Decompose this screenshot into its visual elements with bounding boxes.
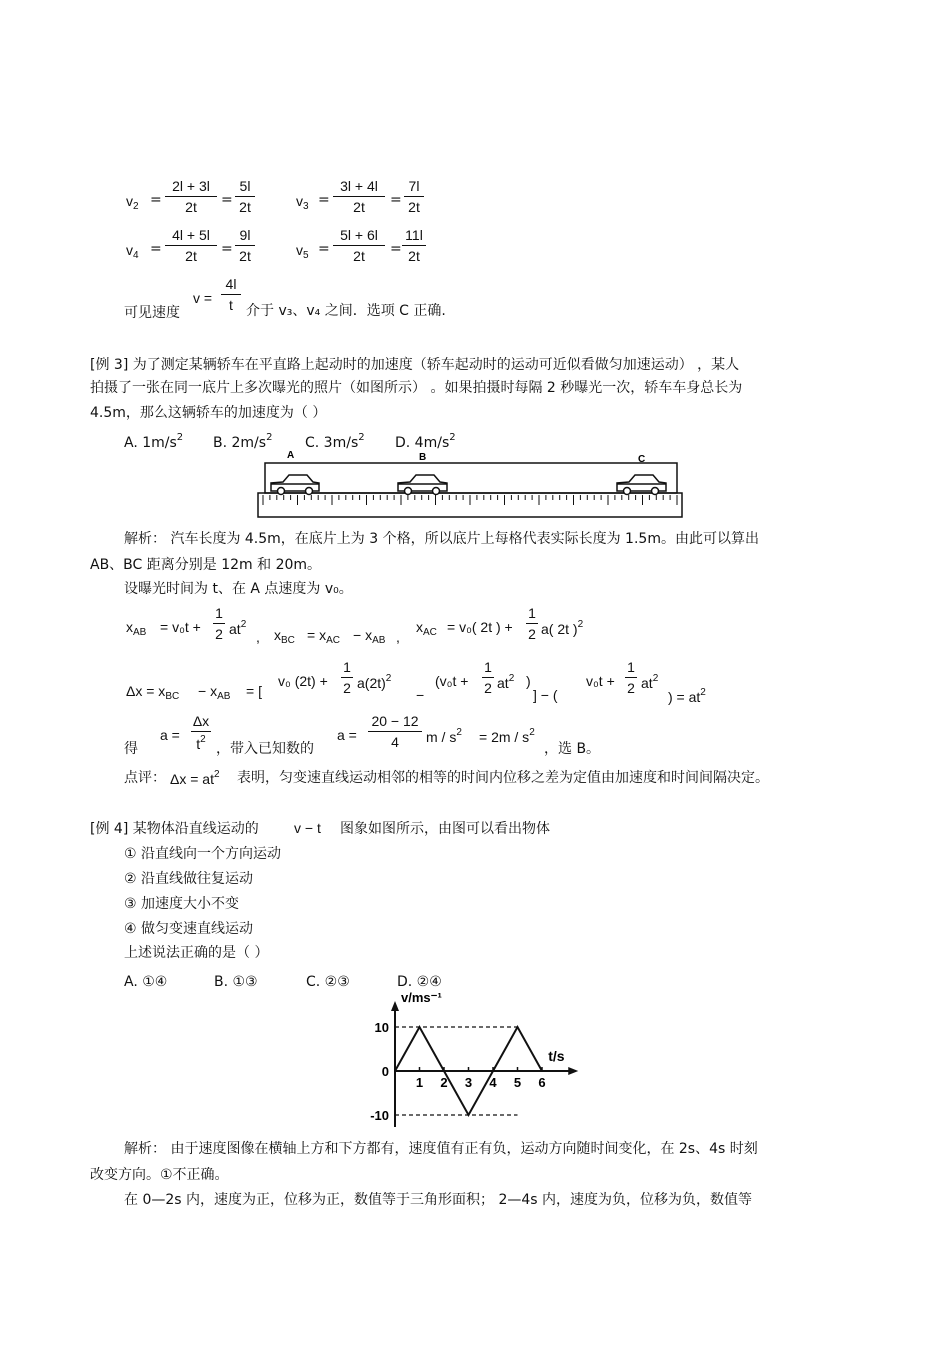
- data-point: [541, 1070, 543, 1072]
- y-tick-label: 10: [374, 1020, 389, 1035]
- x-tick-label: 6: [538, 1075, 546, 1090]
- y-tick-label: 0: [381, 1064, 389, 1079]
- data-point: [468, 1114, 470, 1116]
- data-point: [394, 1070, 396, 1072]
- x-tick-label: 2: [440, 1075, 448, 1090]
- car-b: [398, 475, 447, 495]
- statement-2: ② 沿直线做往复运动: [124, 871, 254, 887]
- label-c: C: [638, 454, 646, 465]
- x-tick-label: 5: [513, 1075, 522, 1090]
- data-point: [443, 1070, 445, 1072]
- x-tick-label: 1: [415, 1075, 424, 1090]
- car-photo-figure: [255, 449, 685, 519]
- x-tick-label: 4: [489, 1075, 497, 1090]
- v2-fraction: 2l + 3l 2t: [165, 179, 217, 214]
- statement-4: ④ 做匀变速直线运动: [124, 921, 254, 937]
- label-b: B: [419, 452, 427, 463]
- car-a: [271, 475, 319, 495]
- x-axis-label: t/s: [548, 1048, 565, 1064]
- car-c: [617, 475, 666, 495]
- x-tick-label: 3: [464, 1075, 473, 1090]
- vt-chart: [355, 985, 595, 1135]
- y-axis-arrow: [391, 1001, 399, 1011]
- label-a: A: [287, 450, 295, 461]
- question-prompt: 上述说法正确的是（ ）: [124, 945, 269, 961]
- data-point: [517, 1026, 519, 1028]
- statement-1: ① 沿直线向一个方向运动: [124, 846, 282, 862]
- y-axis-label: v/ms⁻¹: [401, 990, 442, 1005]
- y-tick-label: -10: [370, 1108, 389, 1123]
- data-point: [492, 1070, 494, 1072]
- statement-3: ③ 加速度大小不变: [124, 896, 240, 912]
- x-axis-arrow: [568, 1067, 578, 1075]
- data-point: [419, 1026, 421, 1028]
